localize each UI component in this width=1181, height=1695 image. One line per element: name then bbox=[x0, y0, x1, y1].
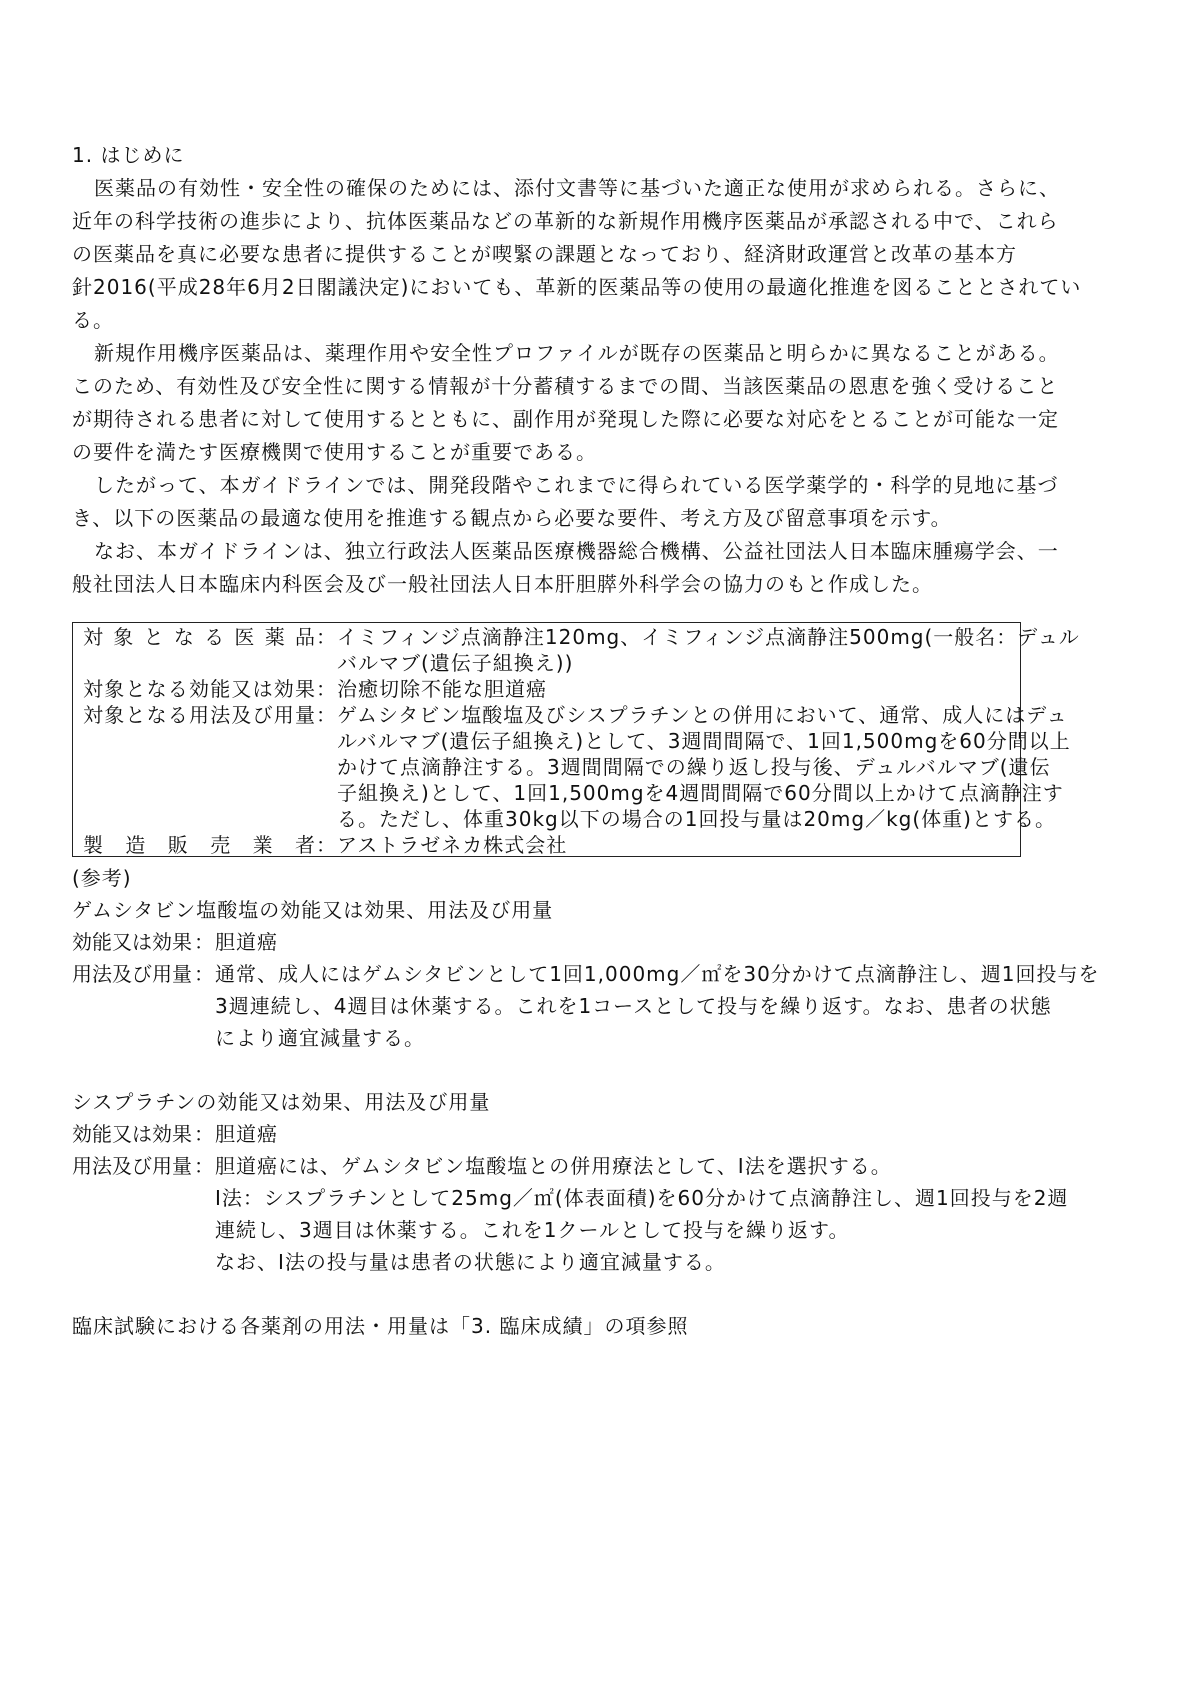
reference-title: (参考) bbox=[72, 866, 132, 890]
text-line: なお、Ⅰ法の投与量は患者の状態により適宜減量する。 bbox=[215, 1250, 726, 1274]
text-line: ゲムシタビン塩酸塩及びシスプラチンとの併用において、通常、成人にはデュ bbox=[337, 703, 1068, 727]
field-label: 用法及び用量 bbox=[72, 1154, 192, 1178]
row-label: 対象となる医薬品 bbox=[83, 625, 315, 649]
text-line: アストラゼネカ株式会社 bbox=[337, 833, 568, 857]
text-line: かけて点滴静注する。3週間間隔での繰り返し投与後、デュルバルマブ(遺伝 bbox=[337, 755, 1051, 779]
paragraph-2 bbox=[72, 337, 1060, 469]
row-value bbox=[337, 624, 1080, 676]
row-value bbox=[337, 832, 567, 858]
separator: ： bbox=[194, 930, 214, 954]
text-line: 近年の科学技術の進歩により、抗体医薬品などの革新的な新規作用機序医薬品が承認される中で、これら bbox=[72, 209, 1059, 233]
cisplatin-dose bbox=[72, 1150, 1069, 1278]
text-line: により適宜減量する。 bbox=[215, 1026, 425, 1050]
text-line: 通常、成人にはゲムシタビンとして1回1,000mg／㎡を30分かけて点滴静注し、週1回投与を bbox=[215, 962, 1100, 986]
text-line: このため、有効性及び安全性に関する情報が十分蓄積するまでの間、当該医薬品の恩恵を強く受けること bbox=[72, 374, 1059, 398]
text-line: なお、本ガイドラインは、独立行政法人医薬品医療機器総合機構、公益社団法人日本臨床腫瘍学会、一 bbox=[94, 539, 1059, 563]
text-line: る。 bbox=[72, 308, 114, 332]
cisplatin-heading: シスプラチンの効能又は効果、用法及び用量 bbox=[72, 1090, 491, 1114]
separator: ： bbox=[316, 833, 336, 857]
separator: ： bbox=[194, 962, 214, 986]
heading-text: 1. はじめに bbox=[72, 143, 185, 167]
field-label: 効能又は効果 bbox=[72, 1122, 192, 1146]
text-line: ルバルマブ(遺伝子組換え)として、3週間間隔で、1回1,500mgを60分間以上 bbox=[337, 729, 1071, 753]
row-label: 製造販売業者 bbox=[83, 833, 315, 857]
drug-info-box bbox=[72, 622, 1080, 857]
field-label: 効能又は効果 bbox=[72, 930, 192, 954]
paragraph-3 bbox=[72, 469, 1059, 535]
text-line: 新規作用機序医薬品は、薬理作用や安全性プロファイルが既存の医薬品と明らかに異なることがある。 bbox=[94, 341, 1060, 365]
text-line: の医薬品を真に必要な患者に提供することが喫緊の課題となっており、経済財政運営と改革の基本方 bbox=[72, 242, 1017, 266]
row-target-indication bbox=[83, 676, 1010, 702]
text-line: 3週連続し、4週目は休薬する。これを1コースとして投与を繰り返す。なお、患者の状態 bbox=[215, 994, 1052, 1018]
separator: ： bbox=[316, 625, 336, 649]
spacer bbox=[72, 1278, 1032, 1310]
text-line: き、以下の医薬品の最適な使用を推進する観点から必要な要件、考え方及び留意事項を示す。 bbox=[72, 506, 952, 530]
text-line: 連続し、3週目は休薬する。これを1クールとして投与を繰り返す。 bbox=[215, 1218, 850, 1242]
text-line: の要件を満たす医療機関で使用することが重要である。 bbox=[72, 440, 597, 464]
text-line: 子組換え)として、1回1,500mgを4週間間隔で60分間以上かけて点滴静注す bbox=[337, 781, 1064, 805]
field-value: 胆道癌 bbox=[215, 930, 278, 954]
text-line: が期待される患者に対して使用するとともに、副作用が発現した際に必要な対応をとることが可能な一定 bbox=[72, 407, 1059, 431]
gemcitabine-dose bbox=[72, 958, 1100, 1054]
cisplatin-effect bbox=[72, 1118, 1032, 1150]
text-line: 般社団法人日本臨床内科医会及び一般社団法人日本肝胆膵外科学会の協力のもと作成した。 bbox=[72, 572, 933, 596]
text-line: したがって、本ガイドラインでは、開発段階やこれまでに得られている医学薬学的・科学的見地に基づ bbox=[94, 473, 1059, 497]
text-line: イミフィンジ点滴静注120mg、イミフィンジ点滴静注500mg(一般名：デュル bbox=[337, 625, 1080, 649]
row-manufacturer bbox=[83, 832, 1010, 858]
text-line: 胆道癌には、ゲムシタビン塩酸塩との併用療法として、Ⅰ法を選択する。 bbox=[215, 1154, 892, 1178]
text-line: 針2016(平成28年6月2日閣議決定)においても、革新的医薬品等の使用の最適化推進を図ることとされてい bbox=[72, 275, 1082, 299]
row-label: 対象となる用法及び用量 bbox=[83, 703, 315, 727]
text-line: Ⅰ法：シスプラチンとして25mg／㎡(体表面積)を60分かけて点滴静注し、週1回投与を2週 bbox=[215, 1186, 1069, 1210]
separator: ： bbox=[194, 1154, 214, 1178]
clinical-trial-note: 臨床試験における各薬剤の用法・用量は「3. 臨床成績」の項参照 bbox=[72, 1314, 689, 1338]
section-heading bbox=[72, 139, 1022, 172]
text-line: 医薬品の有効性・安全性の確保のためには、添付文書等に基づいた適正な使用が求められる。さらに、 bbox=[94, 176, 1060, 200]
field-value: 胆道癌 bbox=[215, 1122, 278, 1146]
text-line: 治癒切除不能な胆道癌 bbox=[337, 677, 547, 701]
spacer bbox=[72, 1054, 1032, 1086]
text-line: バルマブ(遺伝子組換え)) bbox=[337, 651, 574, 675]
gemcitabine-heading: ゲムシタビン塩酸塩の効能又は効果、用法及び用量 bbox=[72, 898, 554, 922]
field-label: 用法及び用量 bbox=[72, 962, 192, 986]
reference-section bbox=[72, 862, 1100, 1342]
row-target-drug bbox=[83, 624, 1080, 676]
separator: ： bbox=[194, 1122, 214, 1146]
row-value bbox=[337, 702, 1071, 832]
paragraph-4 bbox=[72, 535, 1059, 601]
separator: ： bbox=[316, 703, 336, 727]
separator: ： bbox=[316, 677, 336, 701]
row-label: 対象となる効能又は効果 bbox=[83, 677, 315, 701]
text-line: る。ただし、体重30kg以下の場合の1回投与量は20mg／kg(体重)とする。 bbox=[337, 807, 1056, 831]
row-value bbox=[337, 676, 547, 702]
paragraph-1 bbox=[72, 172, 1082, 337]
intro-body bbox=[72, 172, 1082, 601]
row-dosage bbox=[83, 702, 1071, 832]
gemcitabine-effect bbox=[72, 926, 1032, 958]
